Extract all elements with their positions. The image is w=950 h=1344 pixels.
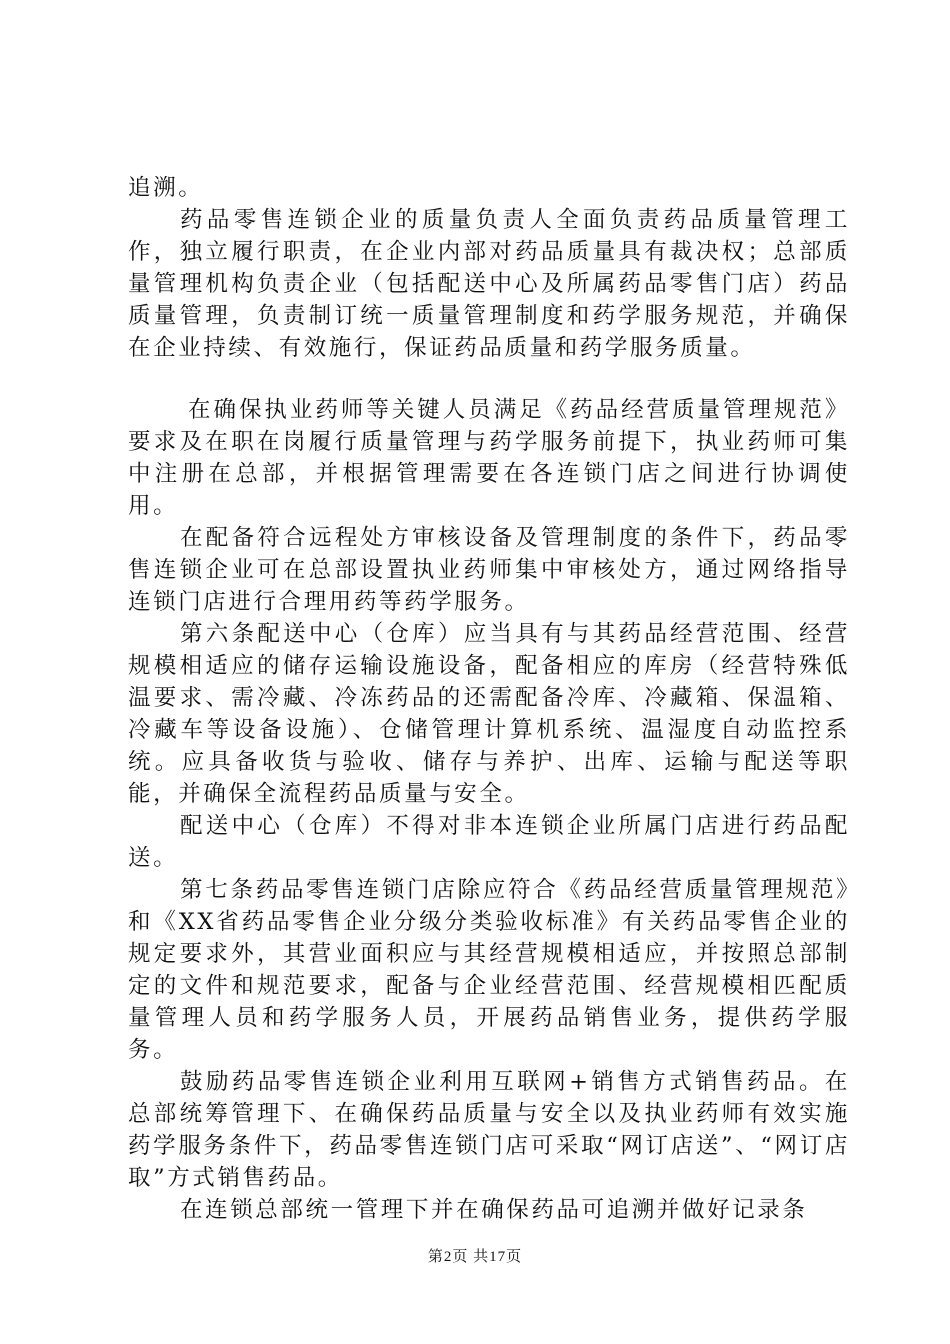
paragraph-article-6: 第六条配送中心（仓库）应当具有与其药品经营范围、经营规模相适应的储存运输设施设备，配备相应的库房（经营特殊低温要求、需冷藏、冷冻药品的还需配备冷库、冷藏箱、保温箱、冷藏车等设备设施）、仓储管理计算机系统、温湿度自动监控系统。应具备收货与验收、储存与养护、出库、运输与配送等职能，并确保全流程药品质量与安全。 [128, 621, 850, 807]
paragraph-article-7: 第七条药品零售连锁门店除应符合《药品经营质量管理规范》和《XX省药品零售企业分级分类验收标准》有关药品零售企业的规定要求外，其营业面积应与其经营规模相适应，并按照总部制定的文件和规范要求，配备与企业经营范围、经营规模相匹配质量管理人员和药学服务人员，开展药品销售业务，提供药学服务。 [128, 877, 850, 1063]
paragraph-remote-prescription: 在配备符合远程处方审核设备及管理制度的条件下，药品零售连锁企业可在总部设置执业药师集中审核处方，通过网络指导连锁门店进行合理用药等药学服务。 [128, 525, 850, 615]
paragraph-continuation: 追溯。 [128, 175, 204, 201]
paragraph-internet-sales: 鼓励药品零售连锁企业利用互联网+销售方式销售药品。在总部统筹管理下、在确保药品质量与安全以及执业药师有效实施药学服务条件下，药品零售连锁门店可采取“网订店送”、“网订店取”方式销售药品。 [128, 1069, 850, 1191]
paragraph-distribution-restriction: 配送中心（仓库）不得对非本连锁企业所属门店进行药品配送。 [128, 813, 850, 871]
paragraph-quality-responsibility: 药品零售连锁企业的质量负责人全面负责药品质量管理工作，独立履行职责，在企业内部对药品质量具有裁决权；总部质量管理机构负责企业（包括配送中心及所属药品零售门店）药品质量管理，负责制订统一质量管理制度和药学服务规范，并确保在企业持续、有效施行，保证药品质量和药学服务质量。 [128, 207, 850, 361]
paragraph-licensed-pharmacist: 在确保执业药师等关键人员满足《药品经营质量管理规范》要求及在职在岗履行质量管理与药学服务前提下，执业药师可集中注册在总部，并根据管理需要在各连锁门店之间进行协调使用。 [128, 397, 850, 519]
paragraph-unified-management: 在连锁总部统一管理下并在确保药品可追溯并做好记录条 [180, 1197, 808, 1223]
page-number-footer: 第2页 共17页 [427, 1249, 523, 1265]
document-body [128, 172, 850, 1226]
